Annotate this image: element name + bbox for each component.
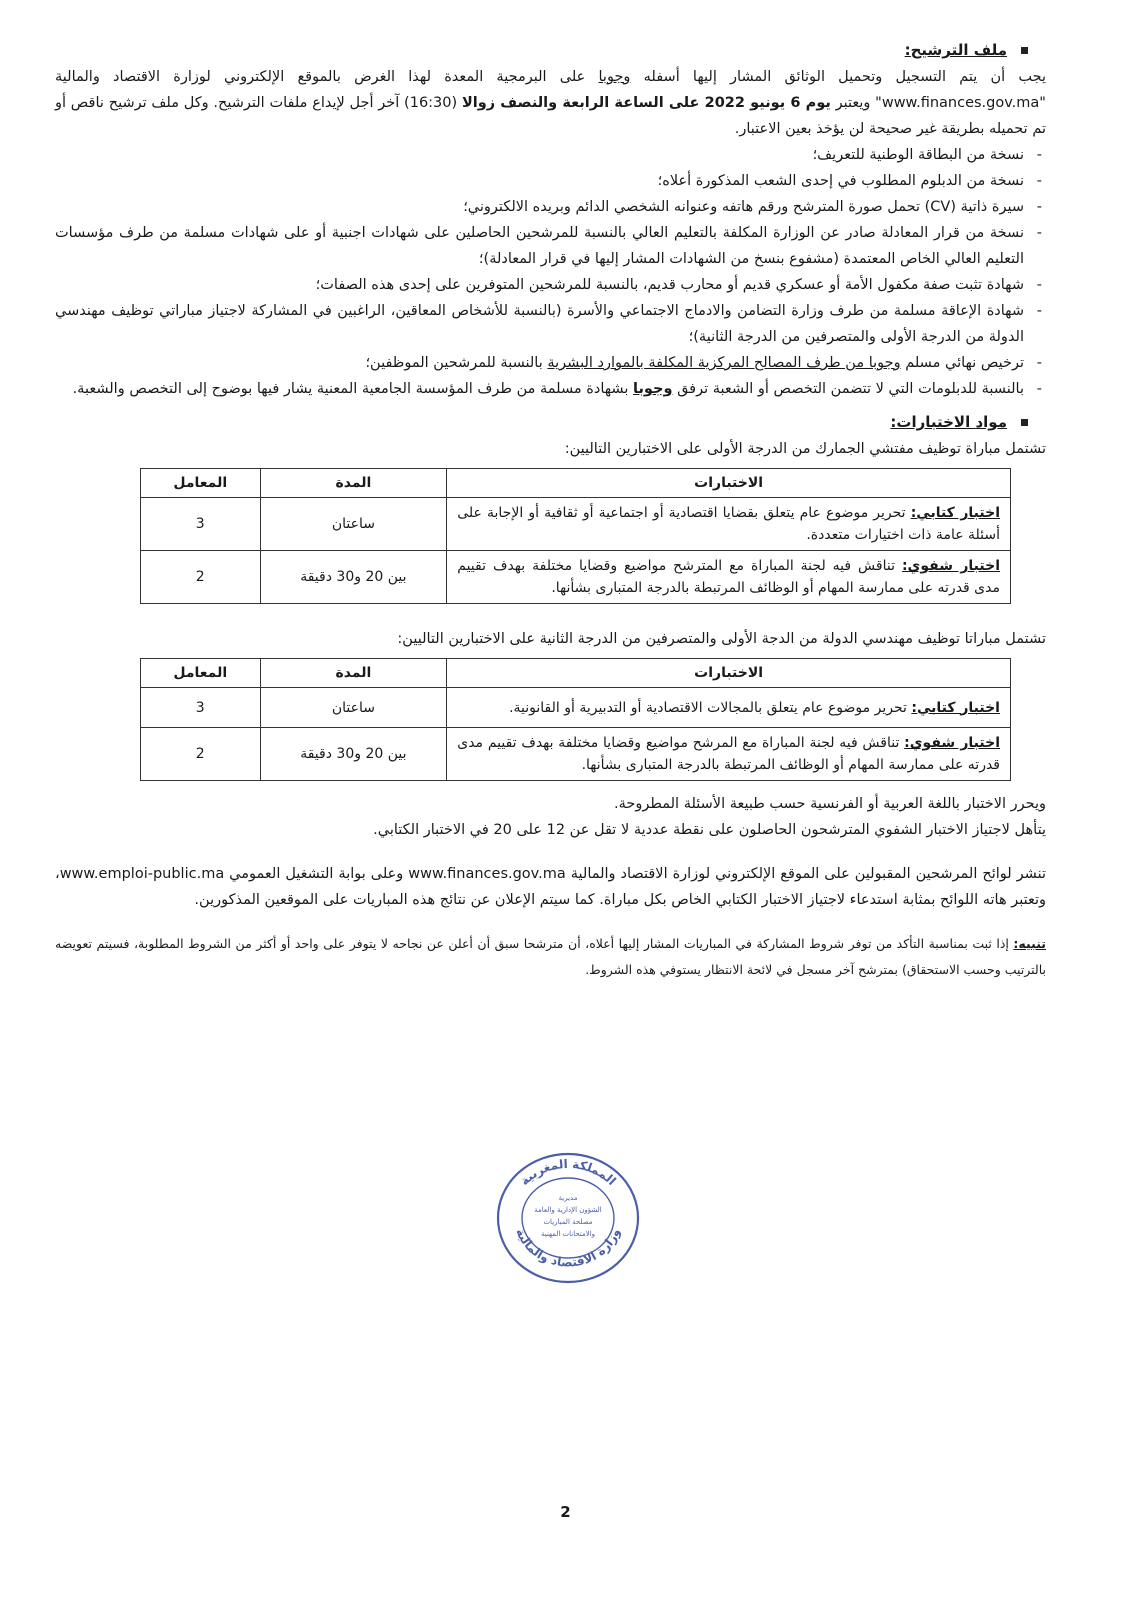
notice-paragraph: تنبيه: إذا ثبت بمناسبة التأكد من توفر شروط المشاركة في المباريات المشار إليها أعلاه، أن مترشحا سبق أن أعلن عن نجاحه لا يتوفر على واحد أو أكثر من الشروط المطلوبة، فسيتم تعويضه بالترتيب وحسب الاستحقاق) بمترشح آخر مسجل في لائحة الانتظار يستوفي هذه الشروط. [55, 936, 1046, 977]
exam-description: اختبار شفوي: تناقش فيه لجنة المباراة مع المترشح مواضيع وقضايا مختلفة بهدف تقييم مدى قدرته على ممارسة المهام أو الوظائف المرتبطة بالدرجة المتبارى بشأنها. [447, 551, 1011, 604]
list-item: - بالنسبة للدبلومات التي لا تتضمن التخصص أو الشعبة ترفق وجوبا بشهادة مسلمة من طرف المؤسسة الجامعية المعنية يشار فيها بوضوح إلى التخصص والشعبة. [55, 376, 1046, 402]
table-row [141, 728, 1011, 781]
list-item: - شهادة تثبت صفة مكفول الأمة أو عسكري قديم أو محارب قديم، بالنسبة للمرشحين المتوفرين على إحدى هذه الصفات؛ [55, 272, 1046, 298]
candidacy-intro: يجب أن يتم التسجيل وتحميل الوثائق المشار إليها أسفله وجوبا على البرمجية المعدة لهذا الغرض بالموقع الإلكتروني لوزارة الاقتصاد والمالية "www.finances.gov.ma" ويعتبر يوم 6 يونيو 2022 على الساعة الرابعة والنصف زوالا (16:30) آخر أجل لإيداع ملفات الترشيح. وكل ملف ترشيح ناقص أو تم تحميله بطريقة غير صحيحة لن يؤخذ بعين الاعتبار. [55, 69, 1046, 137]
table-row [141, 498, 1011, 551]
table-row [141, 551, 1011, 604]
section-exams-heading [55, 408, 1046, 436]
section-candidacy-file-heading [55, 36, 1046, 64]
page-number: 2 [560, 1503, 571, 1521]
exam-coefficient: 2 [141, 551, 261, 604]
list-item: - نسخة من البطاقة الوطنية للتعريف؛ [55, 142, 1046, 168]
section-title: مواد الاختبارات: [890, 413, 1007, 431]
notice-label: تنبيه: [1013, 936, 1046, 951]
exam-description: اختبار كتابي: تحرير موضوع عام يتعلق بالمجالات الاقتصادية أو التدبيرية أو القانونية. [447, 688, 1011, 728]
table-header-row [141, 659, 1011, 688]
exam-coefficient: 2 [141, 728, 261, 781]
finances-url: "www.finances.gov.ma" [875, 95, 1046, 111]
exam-coefficient: 3 [141, 498, 261, 551]
exam-description: اختبار كتابي: تحرير موضوع عام يتعلق بقضايا اقتصادية أو اجتماعية أو ثقافية أو الإجابة على أسئلة عامة ذات اختيارات متعددة. [447, 498, 1011, 551]
section-title: ملف الترشيح: [904, 41, 1007, 59]
oral-eligibility-note: يتأهل لاجتياز الاختبار الشفوي المترشحون الحاصلون على نقطة عددية لا تقل عن 12 على 20 في الاختبار الكتابي. [373, 822, 1046, 838]
header-duration: المدة [260, 659, 447, 688]
exam-description: اختبار شفوي: تناقش فيه لجنة المباراة مع المرشح مواضيع وقضايا مختلفة بهدف تقييم مدى قدرته على ممارسة المهام أو الوظائف المرتبطة بالدرجة المتبارى بشأنها. [447, 728, 1011, 781]
table2-intro: تشتمل مباراتا توظيف مهندسي الدولة من الدجة الأولى والمتصرفين من الدرجة الثانية على الاختبارين التاليين: [397, 631, 1046, 647]
required-documents-list [55, 142, 1046, 402]
stamp-inner-line: والامتحانات المهنية [540, 1230, 596, 1238]
publication-paragraph: تنشر لوائح المرشحين المقبولين على الموقع الإلكتروني لوزارة الاقتصاد والمالية www.finances.gov.ma وعلى بوابة التشغيل العمومي www.emploi-public.ma، وتعتبر هاته اللوائح بمثابة استدعاء لاجتياز الاختبار الكتابي الخاص بكل مباراة. كما سيتم الإعلان عن نتائج هذه المباريات على الموقعين المذكورين. [55, 866, 1046, 908]
customs-inspectors-exam-table [140, 468, 1011, 604]
stamp-inner-line: مصلحة المباريات [543, 1218, 593, 1226]
finances-url: www.finances.gov.ma [408, 866, 566, 882]
table-row [141, 688, 1011, 728]
exam-duration: ساعتان [260, 688, 447, 728]
emploi-public-url: www.emploi-public.ma [59, 866, 225, 882]
ministry-stamp-seal [493, 1148, 643, 1288]
header-exams: الاختبارات [447, 469, 1011, 498]
list-item: - سيرة ذاتية (CV) تحمل صورة المترشح ورقم هاتفه وعنوانه الشخصي الدائم وبريده الالكتروني؛ [55, 194, 1046, 220]
exam-duration: ساعتان [260, 498, 447, 551]
stamp-text-bottom: وزارة الاقتصاد والمالية [513, 1226, 623, 1270]
header-coefficient: المعامل [141, 659, 261, 688]
stamp-inner-line: الشؤون الإدارية والعامة [534, 1206, 602, 1214]
list-item: - نسخة من الدبلوم المطلوب في إحدى الشعب المذكورة أعلاه؛ [55, 168, 1046, 194]
square-bullet-icon [1021, 47, 1028, 54]
exam-coefficient: 3 [141, 688, 261, 728]
header-duration: المدة [260, 469, 447, 498]
table-header-row [141, 469, 1011, 498]
list-item: - ترخيص نهائي مسلم وجوبا من طرف المصالح المركزية المكلفة بالموارد البشرية بالنسبة للمرشحين الموظفين؛ [55, 350, 1046, 376]
list-item: - نسخة من قرار المعادلة صادر عن الوزارة المكلفة بالتعليم العالي بالنسبة للمرشحين الحاصلين على شهادات اجنبية أو على شهادات مسلمة من طرف مؤسسات التعليم العالي الخاص المعتمدة (مشفوع بنسخ من الشهادات المشار إليها في قرار المعادلة)؛ [55, 220, 1046, 272]
stamp-inner-line: مديرية [558, 1194, 578, 1202]
header-coefficient: المعامل [141, 469, 261, 498]
stamp-text-top: المملكة المغربية [517, 1156, 619, 1189]
header-exams: الاختبارات [447, 659, 1011, 688]
list-item: - شهادة الإعاقة مسلمة من طرف وزارة التضامن والادماج الاجتماعي والأسرة (بالنسبة للأشخاص المعاقين، الراغبين في المشاركة لاجتياز مباراتي توظيف مهندسي الدولة من الدرجة الأولى والمتصرفين من الدرجة الثانية)؛ [55, 298, 1046, 350]
deadline-text: يوم 6 يونيو 2022 على الساعة الرابعة والنصف زوالا [461, 95, 831, 111]
table1-intro: تشتمل مباراة توظيف مفتشي الجمارك من الدرجة الأولى على الاختبارين التاليين: [564, 441, 1046, 457]
exam-duration: بين 20 و30 دقيقة [260, 551, 447, 604]
exam-duration: بين 20 و30 دقيقة [260, 728, 447, 781]
page-content [55, 36, 1046, 983]
language-note: ويحرر الاختبار باللغة العربية أو الفرنسية حسب طبيعة الأسئلة المطروحة. [614, 796, 1046, 812]
square-bullet-icon [1021, 419, 1028, 426]
engineers-administrators-exam-table [140, 658, 1011, 781]
